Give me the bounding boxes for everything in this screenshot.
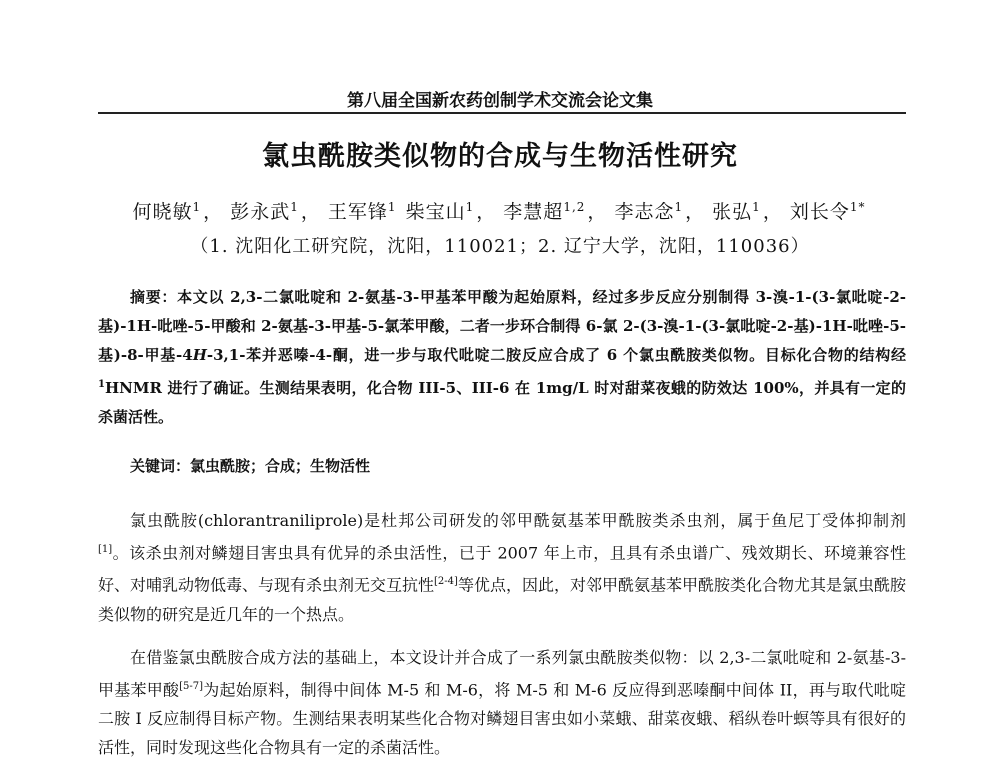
affiliation: （1. 沈阳化工研究院，沈阳，110021；2. 辽宁大学，沈阳，110036） [190,236,810,257]
keywords [130,455,906,476]
running-head-title: 第八届全国新农药创制学术交流会论文集 [347,91,653,111]
body-text: 氯虫酰胺(chlorantraniliprole)是杜邦公司研发的邻甲酰氨基苯甲酰胺类杀虫剂，属于鱼尼丁受体抑制剂 [130,511,906,530]
body-text: 等优点，因此，对邻甲酰氨基苯甲酰胺类化合物尤其是氯虫酰胺类似物的研究是近几年的一个热点。 [98,575,906,624]
author-list: 何晓敏$^1$ ， 彭永武$^1$ ， 王军锋$^1$ 柴宝山$^1$ ， 李慧超$^{1,2}$ ， 李志念$^1$ ， 张弘$^1$ ， 刘长令$^{1*}$ [132,200,866,223]
abstract-text: -3,1-苯并恶嗪-4-酮，进一步与取代吡啶二胺反应合成了 6 个氯虫酰胺类似物。目标化合物的结构经 [206,346,906,364]
keywords-label: 关键词： [130,457,191,475]
body-paragraph-1 [98,506,906,629]
author-name: 柴宝山 [405,201,466,223]
body-paragraph-2 [98,643,906,762]
citation-ref: [1] [98,544,113,555]
author-name: 张弘 [712,201,753,223]
author-affil-mark: 1 [752,200,761,214]
author-affil-mark: 1 [387,200,397,214]
author-affil-mark: 1 [290,200,299,214]
author-name: 李志念 [614,201,675,223]
abstract-text: 本文以 2,3-二氯吡啶和 2-氨基-3-甲基苯甲酸为起始原料，经过多步反应分别制得 3-溴-1-(3-氯吡啶-2-基)-1H-吡唑-5-甲酸和 2-氨基-3-甲基-5-氯苯甲酸，二者一步环合制得 6-氯 2-(3-溴-1-(3-氯吡啶-2-基)-1H-吡唑-5-基)-8-甲基-4 [98,288,906,364]
body-text: 。该杀虫剂对鳞翅目害虫具有优异的杀虫活性，已于 2007 年上市，且具有杀虫谱广、残效期长、环境兼容性好、对哺乳动物低毒、与现有杀虫剂无交互抗性 [98,543,906,595]
body-text: 在借鉴氯虫酰胺合成方法的基础上，本文设计并合成了一系列氯虫酰胺类似物：以 2,3-二氯吡啶和 2-氨基-3-甲基苯甲酸 [98,648,906,700]
author-name: 王军锋 [327,201,388,223]
author-name: 何晓敏 [132,201,193,223]
author-affil-mark: 1,2 [563,200,586,214]
author-affil-mark: 1 [674,200,684,214]
author-name: 彭永武 [230,201,291,223]
abstract-text: HNMR 进行了确证。生测结果表明，化合物 III-5、III-6 在 1mg/L 时对甜菜夜蛾的防效达 100%，并具有一定的杀菌活性。 [98,379,906,426]
author-name: 刘长令 [789,201,850,223]
abstract-italic-h: H [192,346,207,364]
header-rule [98,112,906,114]
author-name: 李慧超 [503,201,564,223]
paper-title: 氯虫酰胺类似物的合成与生物活性研究 [262,141,738,172]
author-affil-mark: 1 [465,200,475,214]
author-affil-mark: 1 [192,200,202,214]
body-text: 为起始原料，制得中间体 M-5 和 M-6，将 M-5 和 M-6 反应得到恶嗪酮中间体 II，再与取代吡啶二胺 I 反应制得目标产物。生测结果表明某些化合物对鳞翅目害虫如小菜蛾、甜菜夜蛾、稻纵卷叶螟等具有很好的活性，同时发现这些化合物具有一定的杀菌活性。 [98,680,906,758]
author-affil-mark: 1* [849,200,866,214]
citation-ref: [5-7] [179,681,204,692]
abstract [98,283,906,432]
abstract-superscript: 1 [98,379,105,390]
citation-ref: [2-4] [434,576,458,588]
abstract-label: 摘要： [130,288,178,306]
keywords-text: 氯虫酰胺；合成；生物活性 [190,457,371,475]
